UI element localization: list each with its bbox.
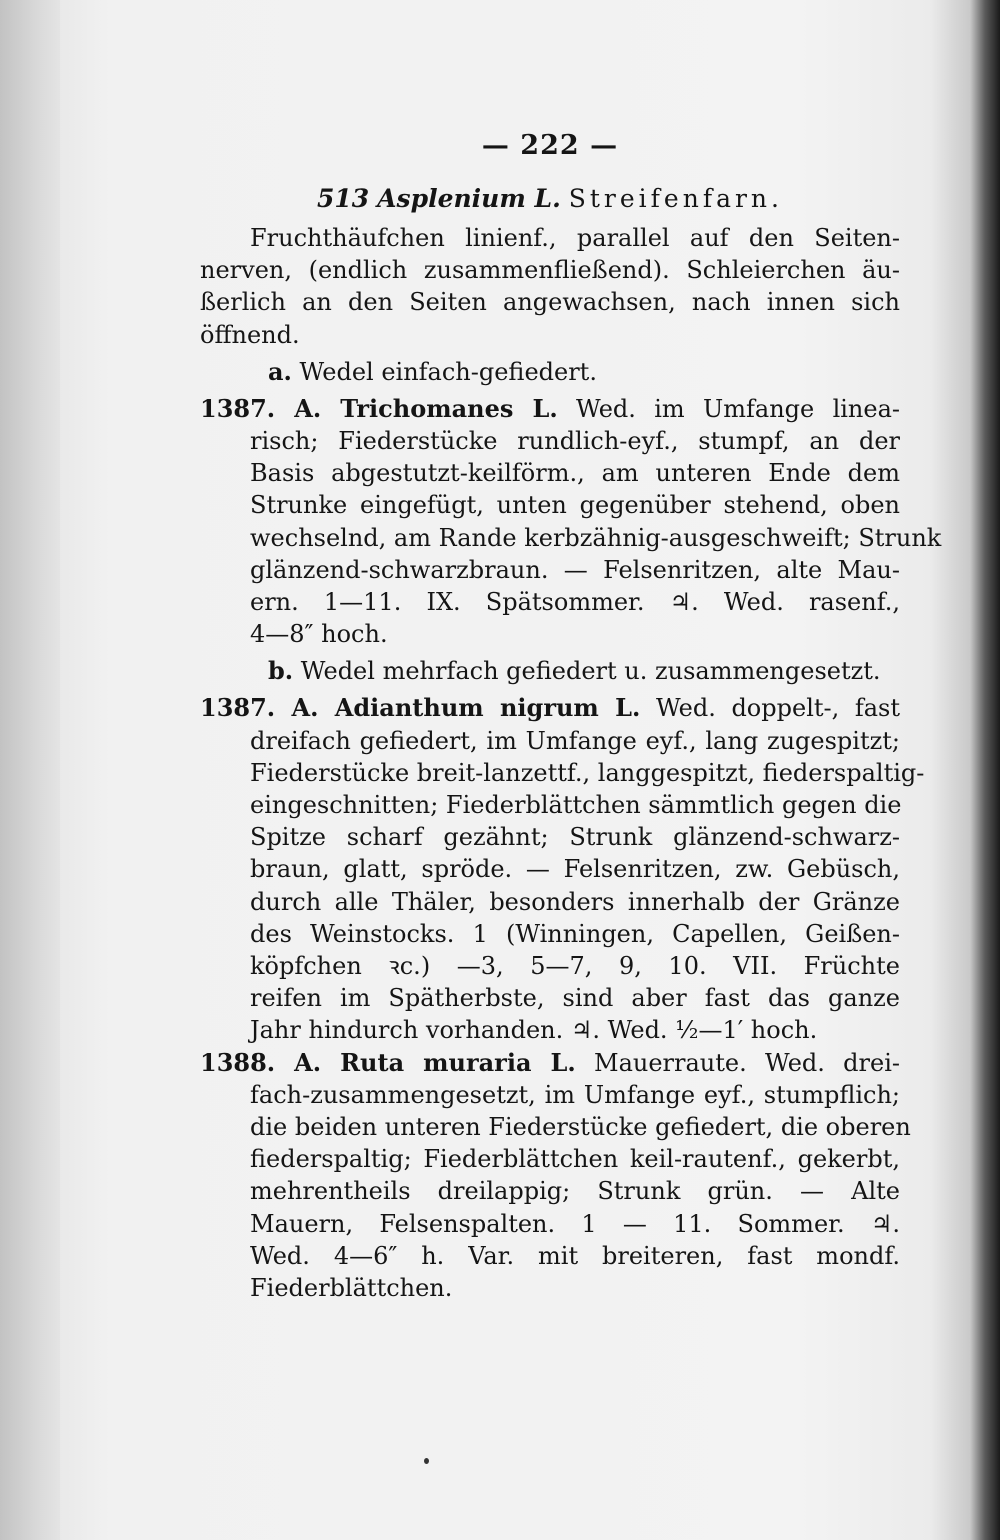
page-number-header: — 222 — xyxy=(481,130,619,161)
text-block xyxy=(200,130,942,1304)
section-letter: a. xyxy=(268,356,292,386)
entry-first-text: Wed. doppelt-, fast xyxy=(655,694,900,723)
section-text: Wedel einfach-gefiedert. xyxy=(299,357,597,386)
intro-line: ßerlich an den Seiten angewachsen, nach innen sich xyxy=(200,288,900,317)
entry-line: risch; Fiederstücke rundlich-eyf., stumpf, an der xyxy=(250,427,900,456)
entry-heading: 1387. A. Adianthum nigrum L. xyxy=(200,693,641,723)
entry-first-line xyxy=(200,393,900,425)
entry-line: Jahr hindurch vorhanden. ♃. Wed. ½—1′ hoch. xyxy=(250,1016,818,1045)
entry-line: durch alle Thäler, besonders innerhalb der Gränze xyxy=(250,887,900,916)
intro-line: Fruchthäufchen linienf., parallel auf den Seiten- xyxy=(250,224,900,252)
entry-line: Mauern, Felsenspalten. 1 — 11. Sommer. ♃. xyxy=(250,1209,900,1238)
entry-line: 4—8″ hoch. xyxy=(250,620,388,649)
section-b-heading xyxy=(200,654,900,688)
section-a-heading xyxy=(200,355,900,389)
entry-line: des Weinstocks. 1 (Winningen, Capellen, Geißen- xyxy=(250,919,900,948)
page-gutter-shadow xyxy=(0,0,60,1540)
intro-line: öffnend. xyxy=(200,320,300,349)
genus-common-name: Streifenfarn. xyxy=(568,184,783,213)
genus-name: Asplenium L. xyxy=(377,184,561,213)
entry-line: Spitze scharf gezähnt; Strunk glänzend-schwarz- xyxy=(250,823,900,852)
entry-line: Wed. 4—6″ h. Var. mit breiteren, fast mondf. xyxy=(250,1241,900,1270)
entry-first-line xyxy=(200,1047,900,1079)
entry-line: Strunke eingefügt, unten gegenüber stehend, oben xyxy=(250,491,900,520)
entry-line: köpfchen ꝛc.) —3, 5—7, 9, 10. VII. Früchte xyxy=(250,952,900,981)
entry-line: mehrentheils dreilappig; Strunk grün. — Alte xyxy=(250,1177,900,1206)
entry-line: eingeschnitten; Fiederblättchen sämmtlich gegen die xyxy=(250,791,902,820)
intro-line: nerven, (endlich zusammenfließend). Schleierchen äu- xyxy=(200,256,900,285)
entry-first-text: Wed. im Umfange linea- xyxy=(576,394,900,423)
entry-first-text: Mauerraute. Wed. drei- xyxy=(594,1048,900,1077)
entry-line: wechselnd, am Rande kerbzähnig-ausgeschweift; Strunk xyxy=(250,523,942,552)
entry-line: glänzend-schwarzbraun. — Felsenritzen, alte Mau- xyxy=(250,555,900,584)
section-text: Wedel mehrfach gefiedert u. zusammengesetzt. xyxy=(300,657,881,686)
entry-line: Fiederblättchen. xyxy=(250,1274,453,1303)
entry-line: Fiederstücke breit-lanzettf., langgespitzt, fiederspaltig- xyxy=(250,758,925,787)
entry-line: die beiden unteren Fiederstücke gefiedert, die oberen xyxy=(250,1113,911,1142)
genus-number: 513 xyxy=(317,184,370,213)
entry-line: Basis abgestutzt-keilförm., am unteren Ende dem xyxy=(250,459,900,488)
genus-title xyxy=(200,176,900,222)
section-letter: b. xyxy=(268,656,294,686)
entry-heading: 1388. A. Ruta muraria L. xyxy=(200,1047,576,1077)
entry-line: reifen im Spätherbste, sind aber fast das ganze xyxy=(250,984,900,1013)
entry-line: ern. 1—11. IX. Spätsommer. ♃. Wed. rasenf., xyxy=(250,588,900,617)
entry-heading: 1387. A. Trichomanes L. xyxy=(200,393,558,423)
ink-speck xyxy=(424,1458,429,1464)
entry-line: braun, glatt, spröde. — Felsenritzen, zw. Gebüsch, xyxy=(250,855,900,884)
entry-line: fiederspaltig; Fiederblättchen keil-rautenf., gekerbt, xyxy=(250,1145,900,1174)
entry-first-line xyxy=(200,692,900,724)
entry-line: fach-zusammengesetzt, im Umfange eyf., stumpflich; xyxy=(250,1080,900,1109)
entry-line: dreifach gefiedert, im Umfange eyf., lang zugespitzt; xyxy=(250,726,900,755)
